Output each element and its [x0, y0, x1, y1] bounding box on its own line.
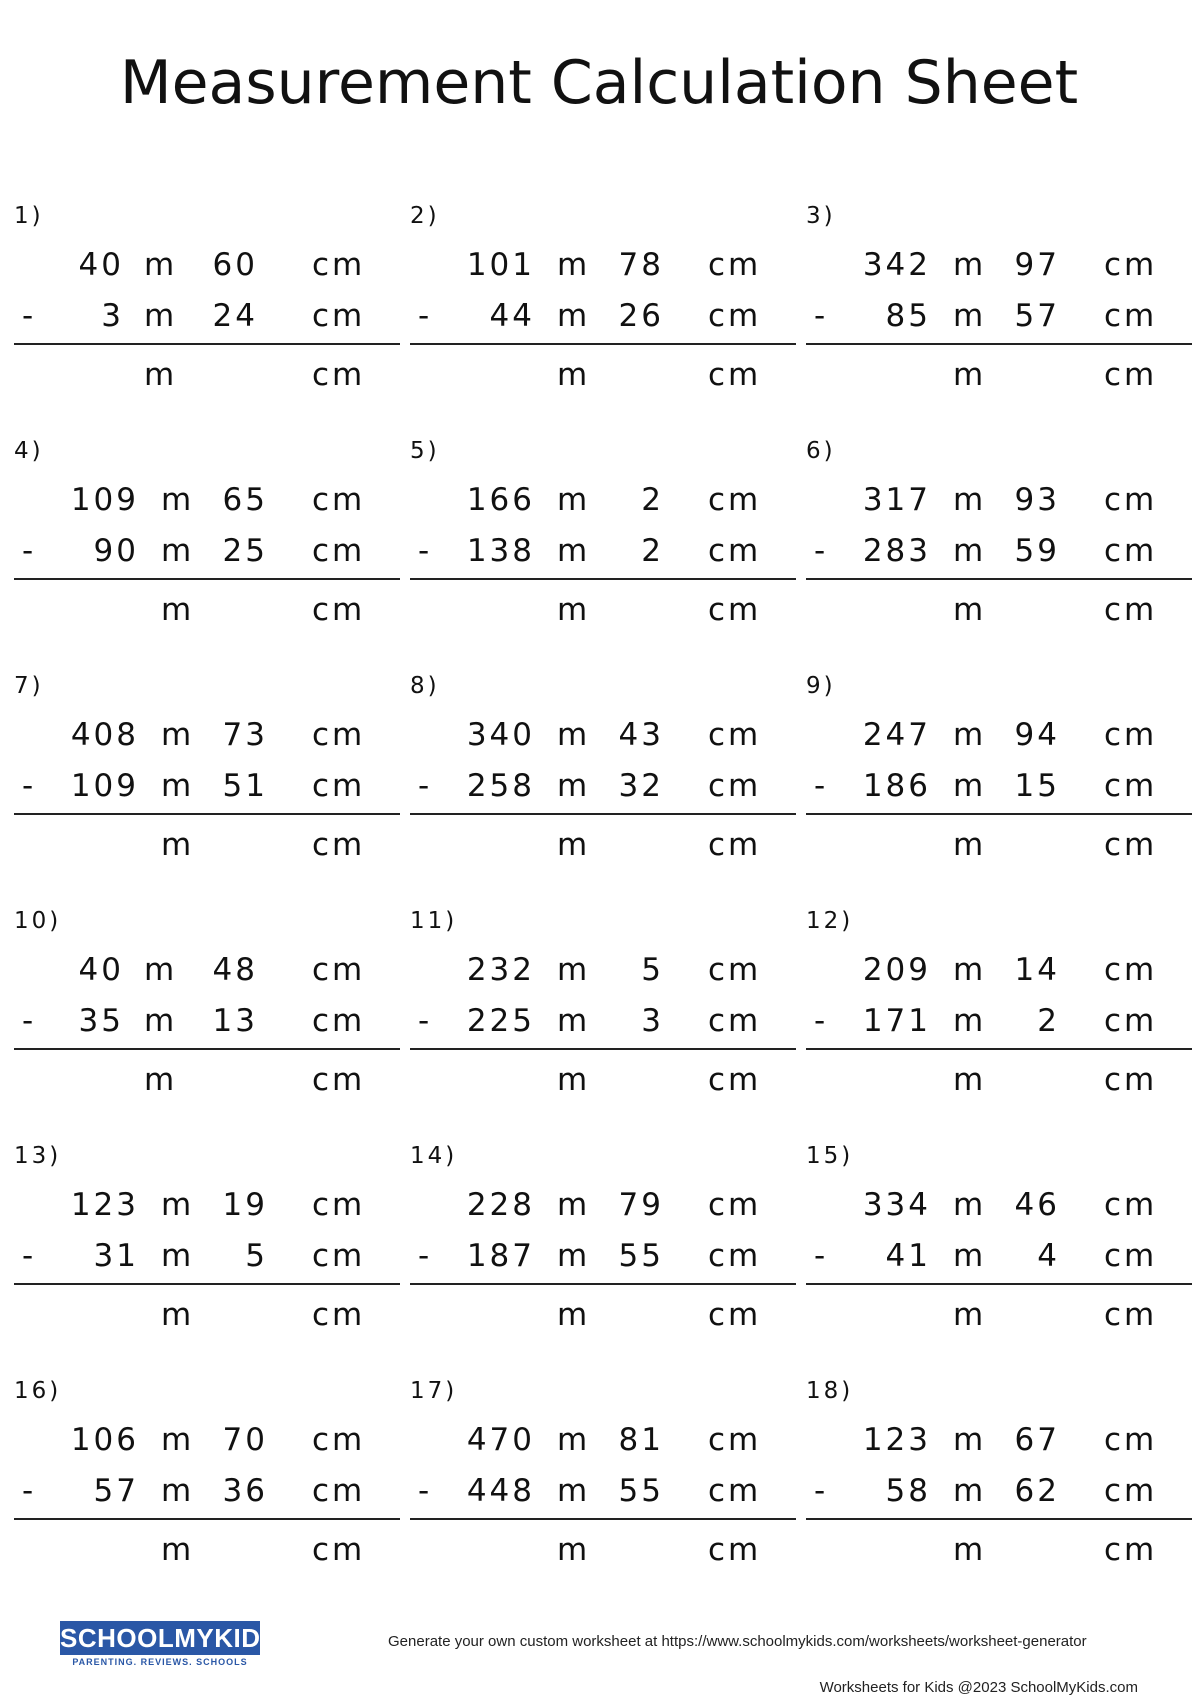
minuend-centimeters: 81 — [618, 1422, 664, 1458]
unit-cm: cm — [312, 298, 366, 334]
answer-unit-m: m — [953, 592, 987, 628]
subtrahend-centimeters: 62 — [1014, 1473, 1060, 1509]
minus-sign: - — [22, 1473, 37, 1509]
schoolmykids-logo — [60, 1621, 279, 1667]
subtrahend-meters: 187 — [466, 1238, 535, 1274]
unit-cm: cm — [708, 533, 762, 569]
subtrahend-centimeters: 5 — [245, 1238, 268, 1274]
answer-rule — [14, 1518, 400, 1520]
answer-rule — [806, 1518, 1192, 1520]
answer-unit-cm: cm — [312, 357, 366, 393]
problem-2 — [410, 203, 796, 403]
minus-sign: - — [418, 533, 433, 569]
unit-cm: cm — [1104, 482, 1158, 518]
minus-sign: - — [814, 298, 829, 334]
unit-m: m — [557, 717, 591, 753]
problem-number: 14) — [410, 1143, 458, 1169]
problem-number: 6) — [806, 438, 836, 464]
problem-number: 12) — [806, 908, 854, 934]
answer-unit-cm: cm — [1104, 592, 1158, 628]
problem-number: 11) — [410, 908, 458, 934]
minus-sign: - — [22, 768, 37, 804]
generator-link-text: Generate your own custom worksheet at https://www.schoolmykids.com/worksheets/worksheet-generator — [388, 1633, 1087, 1650]
unit-m: m — [953, 298, 987, 334]
unit-cm: cm — [1104, 717, 1158, 753]
unit-m: m — [953, 1473, 987, 1509]
unit-cm: cm — [708, 1422, 762, 1458]
problem-number: 9) — [806, 673, 836, 699]
problem-1 — [14, 203, 400, 403]
unit-m: m — [557, 1187, 591, 1223]
unit-m: m — [144, 952, 178, 988]
unit-cm: cm — [312, 482, 366, 518]
subtrahend-centimeters: 4 — [1037, 1238, 1060, 1274]
subtrahend-meters: 448 — [466, 1473, 535, 1509]
answer-unit-cm: cm — [312, 1297, 366, 1333]
unit-m: m — [144, 298, 178, 334]
minus-sign: - — [418, 298, 433, 334]
answer-unit-m: m — [144, 357, 178, 393]
problem-5 — [410, 438, 796, 638]
minuend-centimeters: 5 — [641, 952, 664, 988]
subtrahend-centimeters: 13 — [212, 1003, 258, 1039]
problem-17 — [410, 1378, 796, 1578]
minus-sign: - — [814, 533, 829, 569]
minuend-centimeters: 67 — [1014, 1422, 1060, 1458]
answer-unit-m: m — [161, 827, 195, 863]
subtrahend-centimeters: 25 — [222, 533, 268, 569]
problem-15 — [806, 1143, 1192, 1343]
subtrahend-meters: 41 — [885, 1238, 931, 1274]
unit-m: m — [161, 1238, 195, 1274]
answer-unit-cm: cm — [1104, 827, 1158, 863]
answer-rule — [806, 1048, 1192, 1050]
minus-sign: - — [418, 1473, 433, 1509]
subtrahend-centimeters: 3 — [641, 1003, 664, 1039]
answer-unit-cm: cm — [708, 1062, 762, 1098]
unit-m: m — [953, 952, 987, 988]
problem-3 — [806, 203, 1192, 403]
minuend-meters: 123 — [862, 1422, 931, 1458]
unit-m: m — [953, 482, 987, 518]
subtrahend-meters: 186 — [862, 768, 931, 804]
unit-cm: cm — [708, 952, 762, 988]
minuend-meters: 408 — [70, 717, 139, 753]
minuend-meters: 40 — [78, 247, 124, 283]
minuend-centimeters: 60 — [212, 247, 258, 283]
problem-number: 10) — [14, 908, 62, 934]
problem-number: 16) — [14, 1378, 62, 1404]
problem-9 — [806, 673, 1192, 873]
answer-unit-cm: cm — [312, 827, 366, 863]
subtrahend-centimeters: 55 — [618, 1473, 664, 1509]
unit-m: m — [557, 768, 591, 804]
subtrahend-meters: 258 — [466, 768, 535, 804]
answer-unit-m: m — [557, 357, 591, 393]
unit-cm: cm — [708, 247, 762, 283]
unit-cm: cm — [1104, 1473, 1158, 1509]
unit-m: m — [557, 1238, 591, 1274]
minus-sign: - — [22, 298, 37, 334]
answer-unit-m: m — [161, 1297, 195, 1333]
minuend-meters: 40 — [78, 952, 124, 988]
answer-unit-cm: cm — [312, 1532, 366, 1568]
minuend-centimeters: 79 — [618, 1187, 664, 1223]
answer-rule — [806, 813, 1192, 815]
unit-cm: cm — [1104, 952, 1158, 988]
minuend-meters: 101 — [466, 247, 535, 283]
unit-m: m — [161, 768, 195, 804]
unit-m: m — [161, 1422, 195, 1458]
subtrahend-meters: 90 — [93, 533, 139, 569]
subtrahend-meters: 35 — [78, 1003, 124, 1039]
answer-unit-m: m — [557, 827, 591, 863]
unit-m: m — [953, 1238, 987, 1274]
logo-tagline: PARENTING. REVIEWS. SCHOOLS — [72, 1657, 248, 1667]
answer-unit-m: m — [953, 1062, 987, 1098]
problem-13 — [14, 1143, 400, 1343]
problem-10 — [14, 908, 400, 1108]
unit-m: m — [557, 1473, 591, 1509]
answer-unit-cm: cm — [708, 1532, 762, 1568]
minuend-meters: 109 — [70, 482, 139, 518]
unit-cm: cm — [708, 1238, 762, 1274]
answer-unit-m: m — [557, 1532, 591, 1568]
answer-unit-cm: cm — [708, 1297, 762, 1333]
unit-m: m — [557, 952, 591, 988]
minus-sign: - — [22, 1003, 37, 1039]
answer-unit-cm: cm — [1104, 357, 1158, 393]
unit-cm: cm — [312, 1003, 366, 1039]
subtrahend-centimeters: 2 — [1037, 1003, 1060, 1039]
answer-rule — [410, 1048, 796, 1050]
minuend-meters: 166 — [466, 482, 535, 518]
unit-m: m — [161, 482, 195, 518]
unit-cm: cm — [312, 1238, 366, 1274]
minus-sign: - — [814, 1473, 829, 1509]
unit-m: m — [953, 1003, 987, 1039]
unit-cm: cm — [312, 247, 366, 283]
subtrahend-meters: 44 — [489, 298, 535, 334]
problem-number: 17) — [410, 1378, 458, 1404]
unit-m: m — [557, 1003, 591, 1039]
unit-m: m — [144, 1003, 178, 1039]
answer-rule — [14, 813, 400, 815]
subtrahend-meters: 283 — [862, 533, 931, 569]
problem-6 — [806, 438, 1192, 638]
unit-cm: cm — [708, 717, 762, 753]
unit-cm: cm — [1104, 1187, 1158, 1223]
unit-cm: cm — [312, 1187, 366, 1223]
minuend-centimeters: 93 — [1014, 482, 1060, 518]
unit-m: m — [144, 247, 178, 283]
minuend-meters: 123 — [70, 1187, 139, 1223]
unit-m: m — [161, 533, 195, 569]
minus-sign: - — [814, 1238, 829, 1274]
unit-m: m — [953, 768, 987, 804]
minuend-centimeters: 97 — [1014, 247, 1060, 283]
unit-m: m — [557, 533, 591, 569]
subtrahend-meters: 225 — [466, 1003, 535, 1039]
answer-rule — [410, 813, 796, 815]
unit-m: m — [557, 298, 591, 334]
minus-sign: - — [814, 1003, 829, 1039]
answer-unit-m: m — [953, 827, 987, 863]
answer-rule — [806, 1283, 1192, 1285]
problem-16 — [14, 1378, 400, 1578]
answer-unit-m: m — [557, 1062, 591, 1098]
unit-m: m — [953, 533, 987, 569]
subtrahend-meters: 109 — [70, 768, 139, 804]
unit-cm: cm — [708, 482, 762, 518]
answer-unit-cm: cm — [1104, 1062, 1158, 1098]
unit-m: m — [161, 1473, 195, 1509]
problem-12 — [806, 908, 1192, 1108]
minuend-meters: 228 — [466, 1187, 535, 1223]
minuend-centimeters: 19 — [222, 1187, 268, 1223]
minuend-centimeters: 73 — [222, 717, 268, 753]
minus-sign: - — [22, 1238, 37, 1274]
unit-cm: cm — [708, 1473, 762, 1509]
unit-m: m — [953, 1187, 987, 1223]
problem-number: 8) — [410, 673, 440, 699]
problem-number: 4) — [14, 438, 44, 464]
unit-cm: cm — [1104, 1238, 1158, 1274]
unit-cm: cm — [1104, 298, 1158, 334]
answer-unit-cm: cm — [708, 592, 762, 628]
minuend-meters: 342 — [862, 247, 931, 283]
unit-m: m — [161, 717, 195, 753]
problem-number: 2) — [410, 203, 440, 229]
subtrahend-meters: 85 — [885, 298, 931, 334]
problem-number: 15) — [806, 1143, 854, 1169]
minuend-meters: 334 — [862, 1187, 931, 1223]
subtrahend-centimeters: 2 — [641, 533, 664, 569]
unit-cm: cm — [708, 298, 762, 334]
unit-cm: cm — [1104, 1003, 1158, 1039]
problem-18 — [806, 1378, 1192, 1578]
subtrahend-meters: 58 — [885, 1473, 931, 1509]
problem-7 — [14, 673, 400, 873]
unit-cm: cm — [1104, 247, 1158, 283]
subtrahend-centimeters: 59 — [1014, 533, 1060, 569]
problem-number: 3) — [806, 203, 836, 229]
minuend-centimeters: 65 — [222, 482, 268, 518]
minuend-centimeters: 48 — [212, 952, 258, 988]
unit-cm: cm — [708, 768, 762, 804]
answer-unit-m: m — [953, 1532, 987, 1568]
answer-rule — [14, 1048, 400, 1050]
unit-cm: cm — [1104, 1422, 1158, 1458]
minuend-meters: 317 — [862, 482, 931, 518]
answer-unit-cm: cm — [708, 357, 762, 393]
unit-m: m — [953, 1422, 987, 1458]
subtrahend-centimeters: 26 — [618, 298, 664, 334]
minus-sign: - — [418, 1003, 433, 1039]
unit-cm: cm — [708, 1003, 762, 1039]
unit-m: m — [557, 482, 591, 518]
unit-m: m — [953, 247, 987, 283]
minuend-centimeters: 46 — [1014, 1187, 1060, 1223]
answer-rule — [14, 578, 400, 580]
answer-unit-m: m — [557, 1297, 591, 1333]
minus-sign: - — [418, 1238, 433, 1274]
unit-m: m — [161, 1187, 195, 1223]
problem-4 — [14, 438, 400, 638]
unit-cm: cm — [1104, 768, 1158, 804]
answer-unit-m: m — [161, 592, 195, 628]
unit-cm: cm — [312, 952, 366, 988]
minuend-centimeters: 94 — [1014, 717, 1060, 753]
answer-rule — [806, 578, 1192, 580]
problem-8 — [410, 673, 796, 873]
answer-rule — [410, 578, 796, 580]
minuend-centimeters: 78 — [618, 247, 664, 283]
unit-m: m — [953, 717, 987, 753]
answer-unit-cm: cm — [312, 1062, 366, 1098]
unit-cm: cm — [312, 533, 366, 569]
problem-number: 18) — [806, 1378, 854, 1404]
unit-m: m — [557, 1422, 591, 1458]
answer-rule — [410, 343, 796, 345]
answer-rule — [14, 343, 400, 345]
subtrahend-centimeters: 32 — [618, 768, 664, 804]
minuend-meters: 470 — [466, 1422, 535, 1458]
minuend-meters: 340 — [466, 717, 535, 753]
answer-unit-cm: cm — [1104, 1532, 1158, 1568]
answer-unit-cm: cm — [312, 592, 366, 628]
subtrahend-centimeters: 55 — [618, 1238, 664, 1274]
answer-unit-m: m — [953, 1297, 987, 1333]
answer-rule — [410, 1283, 796, 1285]
minuend-meters: 106 — [70, 1422, 139, 1458]
subtrahend-centimeters: 15 — [1014, 768, 1060, 804]
problem-11 — [410, 908, 796, 1108]
subtrahend-centimeters: 36 — [222, 1473, 268, 1509]
subtrahend-meters: 31 — [93, 1238, 139, 1274]
subtrahend-meters: 171 — [862, 1003, 931, 1039]
unit-cm: cm — [1104, 533, 1158, 569]
minuend-centimeters: 2 — [641, 482, 664, 518]
minus-sign: - — [814, 768, 829, 804]
copyright-text: Worksheets for Kids @2023 SchoolMyKids.com — [819, 1679, 1138, 1696]
minuend-meters: 247 — [862, 717, 931, 753]
answer-unit-m: m — [144, 1062, 178, 1098]
unit-cm: cm — [312, 1422, 366, 1458]
unit-cm: cm — [312, 768, 366, 804]
answer-unit-m: m — [161, 1532, 195, 1568]
subtrahend-meters: 138 — [466, 533, 535, 569]
subtrahend-centimeters: 51 — [222, 768, 268, 804]
minuend-centimeters: 14 — [1014, 952, 1060, 988]
problem-number: 1) — [14, 203, 44, 229]
answer-unit-cm: cm — [1104, 1297, 1158, 1333]
subtrahend-centimeters: 57 — [1014, 298, 1060, 334]
problem-number: 5) — [410, 438, 440, 464]
logo-name: SCHOOLMYKIDS — [60, 1623, 279, 1653]
subtrahend-meters: 57 — [93, 1473, 139, 1509]
minuend-meters: 209 — [862, 952, 931, 988]
problem-number: 7) — [14, 673, 44, 699]
minus-sign: - — [22, 533, 37, 569]
answer-unit-cm: cm — [708, 827, 762, 863]
unit-cm: cm — [708, 1187, 762, 1223]
minuend-centimeters: 43 — [618, 717, 664, 753]
minuend-centimeters: 70 — [222, 1422, 268, 1458]
minuend-meters: 232 — [466, 952, 535, 988]
minus-sign: - — [418, 768, 433, 804]
page-title: Measurement Calculation Sheet — [119, 48, 1079, 118]
subtrahend-meters: 3 — [101, 298, 124, 334]
answer-rule — [14, 1283, 400, 1285]
problem-14 — [410, 1143, 796, 1343]
unit-cm: cm — [312, 1473, 366, 1509]
answer-rule — [806, 343, 1192, 345]
answer-rule — [410, 1518, 796, 1520]
problem-number: 13) — [14, 1143, 62, 1169]
answer-unit-m: m — [557, 592, 591, 628]
unit-cm: cm — [312, 717, 366, 753]
unit-m: m — [557, 247, 591, 283]
subtrahend-centimeters: 24 — [212, 298, 258, 334]
answer-unit-m: m — [953, 357, 987, 393]
